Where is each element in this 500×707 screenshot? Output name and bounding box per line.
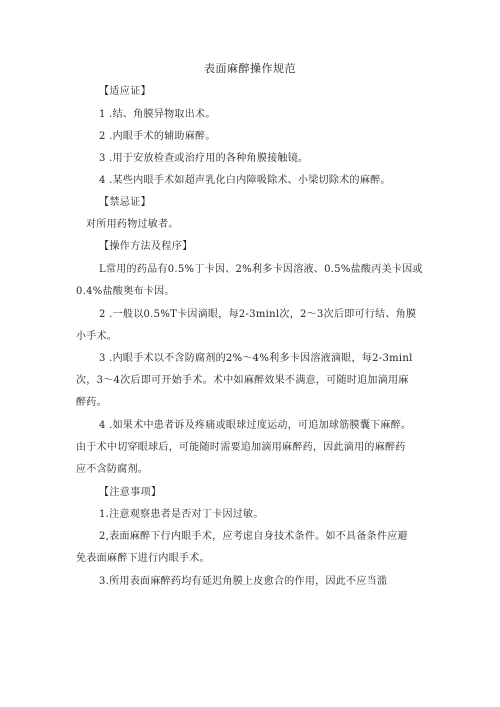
procedure-heading: 【操作方法及程序】 xyxy=(99,241,193,252)
indication-item-1: 1 .结、角膜异物取出术。 xyxy=(99,109,216,120)
indication-item-3: 3 .用于安放检查或治疗用的各种角膜接触镜。 xyxy=(99,153,309,164)
notes-heading: 【注意事项】 xyxy=(99,487,162,498)
note-line: 2,表面麻醉下行内眼手术，应考虑自身技术条件。如不具备条件应避 xyxy=(99,531,408,542)
indication-item-4: 4 .某些内眼手术如超声乳化白内障吸除术、小梁切除术的麻醉。 xyxy=(99,175,391,186)
procedure-line: 由于术中切穿眼球后，可能随时需要追加滴用麻醉药，因此滴用的麻醉药 xyxy=(76,442,406,453)
procedure-line: 3 .内眼手术以不含防腐剂的2%～4%利多卡因溶液滴眼，每2-3minl xyxy=(99,353,413,364)
contraindications-text: 对所用药物过敏者。 xyxy=(86,219,179,230)
procedure-line: 2 .一般以0.5%T卡因滴眼，每2-3minl次，2～3次后即可行结、角膜 xyxy=(99,309,417,320)
procedure-line: 醉药。 xyxy=(76,397,107,408)
procedure-line: 4 .如果术中患者诉及疼痛或眼球过度运动，可追加球筋膜囊下麻醉。 xyxy=(99,420,412,431)
procedure-line: L常用的药品有0.5%丁卡因、2%利多卡因溶液、0.5%盐酸丙美卡因或 xyxy=(99,264,423,275)
contraindications-heading: 【禁忌证】 xyxy=(99,197,151,208)
indications-heading: 【适应证】 xyxy=(99,86,151,97)
procedure-line: 应不含防腐剂。 xyxy=(76,464,149,475)
document-title: 表面麻醉操作规范 xyxy=(204,62,296,75)
note-line: 3.所用表面麻醉药均有延迟角膜上皮愈合的作用，因此不应当滥 xyxy=(99,576,388,587)
procedure-line: 0.4%盐酸奥布卡因。 xyxy=(76,286,175,297)
note-line: 免表面麻醉下进行内眼手术。 xyxy=(76,553,210,564)
procedure-line: 次，3～4次后即可开始手术。术中如麻醉效果不满意，可随时追加滴用麻 xyxy=(76,375,409,386)
indication-item-2: 2 .内眼手术的辅助麻醉。 xyxy=(99,131,216,142)
note-line: 1.注意观察患者是否对丁卡因过敏。 xyxy=(99,509,264,520)
procedure-line: 小手术。 xyxy=(76,331,118,342)
